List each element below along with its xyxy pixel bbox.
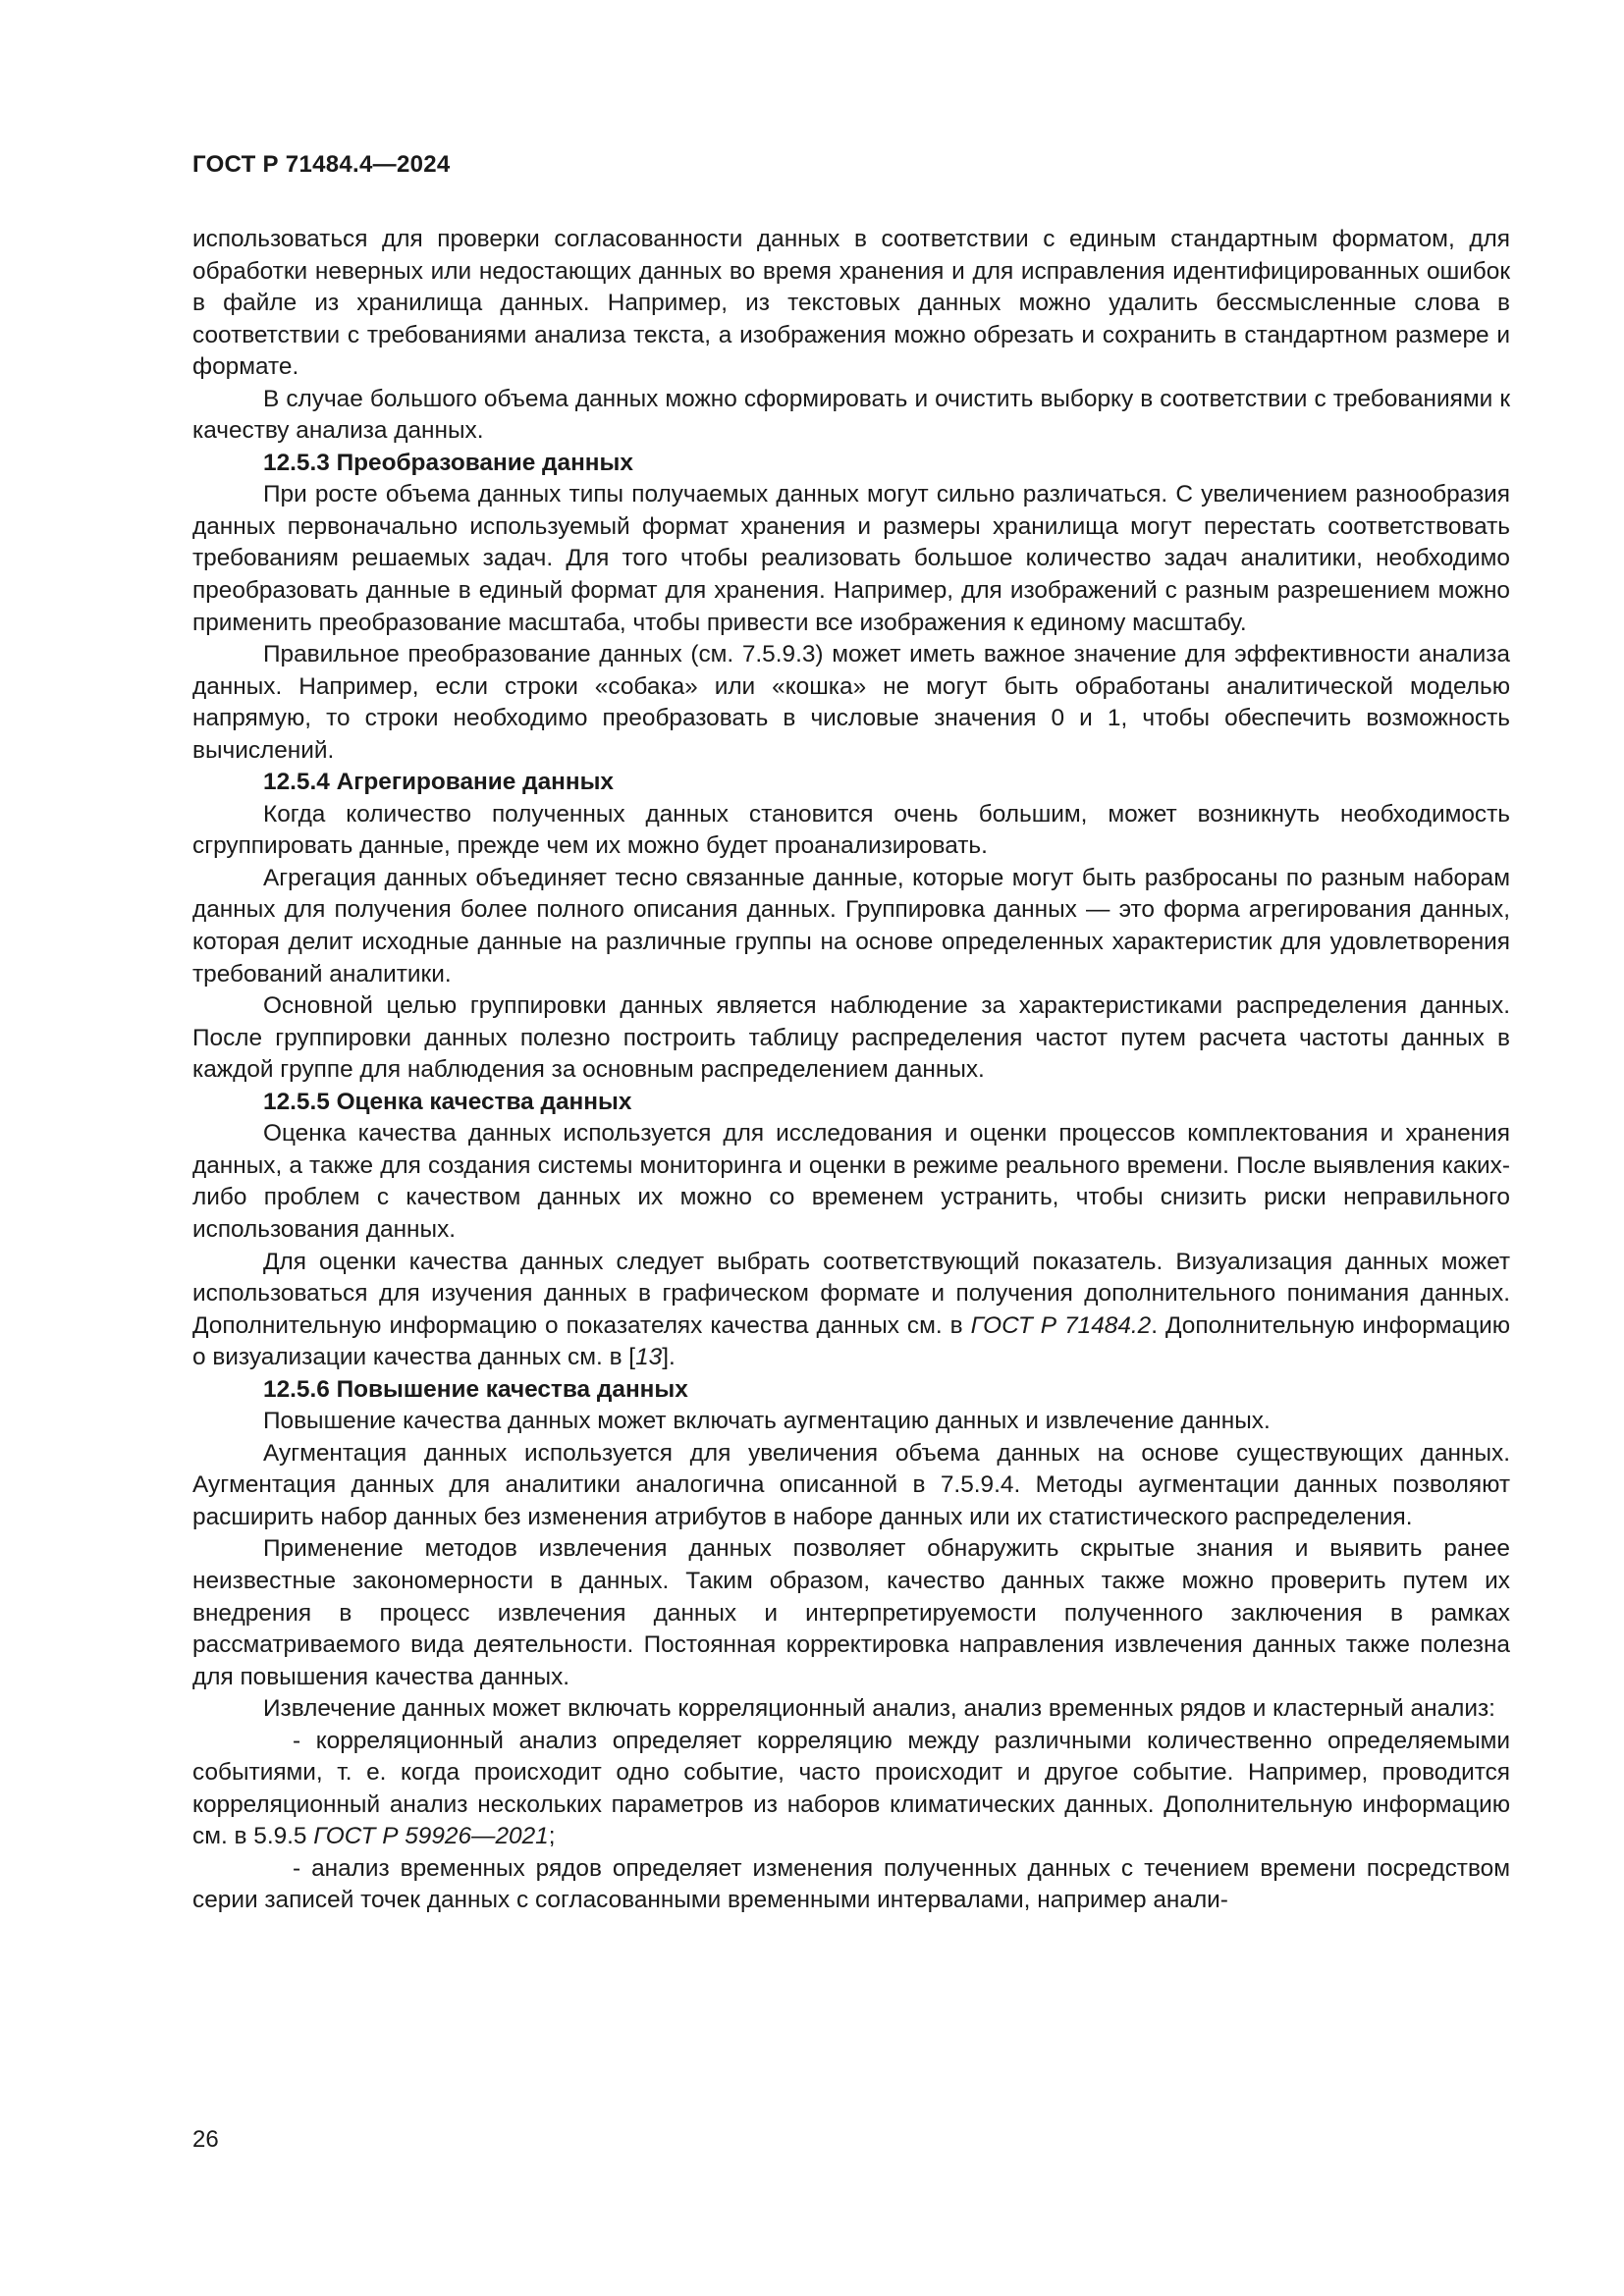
- standard-reference: ГОСТ Р 71484.2: [970, 1311, 1152, 1339]
- paragraph: Когда количество полученных данных становится очень большим, может возникнуть необходимость сгруппировать данные, прежде чем их можно будет проанализировать.: [192, 800, 1510, 860]
- paragraph: Оценка качества данных используется для исследования и оценки процессов комплектования и хранения данных, а также для создания системы мониторинга и оценки в режиме реального времени. После выявления каких-либо проблем с качеством данных их можно со временем устранить, чтобы снизить риски неправильного использования данных.: [192, 1120, 1510, 1243]
- text-run: - корреляционный анализ определяет корреляцию между различными количественно определяемыми событиями, т. е. когда происходит одно событие, часто происходит и другое событие. Например, проводится корреляционный анализ нескольких параметров из наборов климатических данных. Дополнительную информацию см. в 5.9.5: [192, 1727, 1510, 1850]
- document-code-header: ГОСТ Р 71484.4—2024: [192, 151, 451, 178]
- paragraph: Правильное преобразование данных (см. 7.5.9.3) может иметь важное значение для эффективности анализа данных. Например, если строки «собака» или «кошка» не могут быть обработаны аналитической моделью напрямую, то строки необходимо преобразовать в числовые значения 0 и 1, чтобы обеспечить возможность вычислений.: [192, 641, 1510, 764]
- paragraph: Основной целью группировки данных является наблюдение за характеристиками распределения данных. После группировки данных полезно построить таблицу распределения частот путем расчета частоты данных в каждой группе для наблюдения за основным распределением данных.: [192, 992, 1510, 1084]
- text-run: ;: [548, 1823, 556, 1850]
- document-body: [192, 224, 1510, 1917]
- paragraph: Извлечение данных может включать корреляционный анализ, анализ временных рядов и кластерный анализ:: [263, 1695, 1495, 1723]
- paragraph-continuation: использоваться для проверки согласованности данных в соответствии с единым стандартным форматом, для обработки неверных или недостающих данных во время хранения и для исправления идентифицированных ошибок в файле из хранилища данных. Например, из текстовых данных можно удалить бессмысленные слова в соответствии с требованиями анализа текста, а изображения можно обрезать и сохранить в стандартном размере и формате.: [192, 226, 1510, 381]
- paragraph: [192, 1247, 1510, 1374]
- text-run: Для оценки качества данных следует выбрать соответствующий показатель. Визуализация данных может использоваться для изучения данных в графическом формате и получения дополнительного понимания данных. Дополнительную информацию о показателях качества данных см. в: [192, 1248, 1510, 1339]
- paragraph: При росте объема данных типы получаемых данных могут сильно различаться. С увеличением разнообразия данных первоначально используемый формат хранения и размеры хранилища могут перестать соответствовать требованиям решаемых задач. Для того чтобы реализовать большое количество задач аналитики, необходимо преобразовать данные в единый формат для хранения. Например, для изображений с разным разрешением можно применить преобразование масштаба, чтобы привести все изображения к единому масштабу.: [192, 481, 1510, 636]
- text-run: ].: [662, 1344, 676, 1371]
- text-run: . Дополнительную информацию о визуализации качества данных см. в [: [192, 1311, 1511, 1371]
- paragraph: Аугментация данных используется для увеличения объема данных на основе существующих данных. Аугментация данных для аналитики аналогична описанной в 7.5.9.4. Методы аугментации данных позволяют расширить набор данных без изменения атрибутов в наборе данных или их статистического распределения.: [192, 1439, 1510, 1530]
- section-heading-12-5-6: 12.5.6 Повышение качества данных: [263, 1375, 688, 1403]
- list-item: [192, 1726, 1510, 1853]
- paragraph: Применение методов извлечения данных позволяет обнаружить скрытые знания и выявить ранее неизвестные закономерности в данных. Таким образом, качество данных также можно проверить путем их внедрения в процесс извлечения данных и интерпретируемости полученного заключения в рамках рассматриваемого вида деятельности. Постоянная корректировка направления извлечения данных также полезна для повышения качества данных.: [192, 1535, 1510, 1690]
- paragraph: В случае большого объема данных можно сформировать и очистить выборку в соответствии с требованиями к качеству анализа данных.: [192, 385, 1510, 445]
- paragraph: Агрегация данных объединяет тесно связанные данные, которые могут быть разбросаны по разным наборам данных для получения более полного описания данных. Группировка данных — это форма агрегирования данных, которая делит исходные данные на различные группы на основе определенных характеристик для удовлетворения требований аналитики.: [192, 864, 1510, 988]
- standard-reference: ГОСТ Р 59926—2021: [313, 1823, 549, 1850]
- page-number: 26: [192, 2126, 219, 2153]
- list-item: - анализ временных рядов определяет изменения полученных данных с течением времени посредством серии записей точек данных с согласованными временными интервалами, например анали-: [192, 1854, 1510, 1914]
- bibliography-reference: 13: [635, 1344, 663, 1371]
- section-heading-12-5-3: 12.5.3 Преобразование данных: [263, 449, 633, 476]
- section-heading-12-5-5: 12.5.5 Оценка качества данных: [263, 1088, 632, 1115]
- paragraph: Повышение качества данных может включать аугментацию данных и извлечение данных.: [263, 1408, 1271, 1435]
- section-heading-12-5-4: 12.5.4 Агрегирование данных: [263, 769, 614, 796]
